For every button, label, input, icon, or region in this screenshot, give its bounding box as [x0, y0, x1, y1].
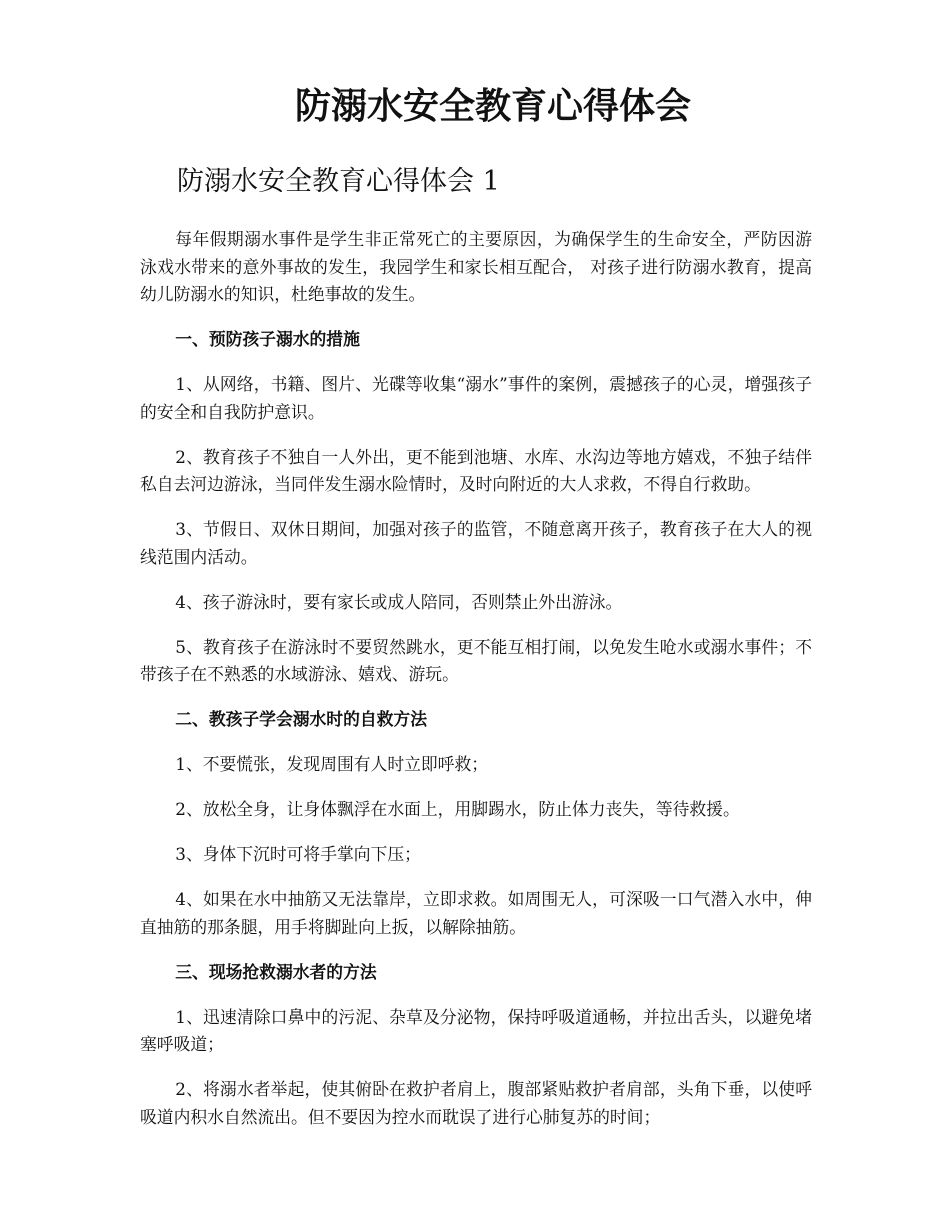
- section-heading: 三、现场抢救溺水者的方法: [175, 961, 377, 982]
- section-heading: 二、教孩子学会溺水时的自救方法: [175, 709, 427, 729]
- paragraph: 1、从网络，书籍、图片、光碟等收集“溺水”事件的案例，震撼孩子的心灵，增强孩子的安全和自我防护意识。: [140, 374, 812, 422]
- paragraph: 3、身体下沉时可将手掌向下压；: [175, 844, 421, 864]
- document-title: 防溺水安全教育心得体会: [294, 85, 691, 127]
- paragraph: 4、孩子游泳时，要有家长或成人陪同，否则禁止外出游泳。: [175, 591, 623, 612]
- paragraph: 2、教育孩子不独自一人外出，更不能到池塘、水库、水沟边等地方嬉戏，不独子结伴私自去河边游泳，当同伴发生溺水险情时，及时向附近的大人求救，不得自行救助。: [140, 446, 812, 494]
- paragraph: 4、如果在水中抽筋又无法靠岸，立即求救。如周围无人，可深吸一口气潜入水中，伸直抽筋的那条腿，用手将脚趾向上扳，以解除抽筋。: [140, 889, 812, 937]
- paragraph: 1、迅速清除口鼻中的污泥、杂草及分泌物，保持呼吸道通畅，并拉出舌头，以避免堵塞呼吸道；: [140, 1006, 812, 1054]
- intro-paragraph: 每年假期溺水事件是学生非正常死亡的主要原因，为确保学生的生命安全，严防因游泳戏水带来的意外事故的发生，我园学生和家长相互配合， 对孩子进行防溺水教育，提高幼儿防溺水的知识，杜绝事故的发生。: [140, 229, 812, 304]
- paragraph: 2、放松全身，让身体飘浮在水面上，用脚踢水，防止体力丧失，等待救援。: [175, 799, 740, 819]
- paragraph: 1、不要慌张，发现周围有人时立即呼救；: [175, 754, 489, 774]
- paragraph: 3、节假日、双休日期间，加强对孩子的监管，不随意离开孩子，教育孩子在大人的视线范围内活动。: [140, 519, 812, 567]
- paragraph: 2、将溺水者举起，使其俯卧在救护者肩上，腹部紧贴救护者肩部，头角下垂，以使呼吸道内积水自然流出。但不要因为控水而耽误了进行心肺复苏的时间；: [140, 1079, 812, 1127]
- document-body: [140, 226, 812, 1131]
- section-title: 防溺水安全教育心得体会 1: [177, 166, 500, 197]
- paragraph: 5、教育孩子在游泳时不要贸然跳水，更不能互相打闹，以免发生呛水或溺水事件；不带孩子在不熟悉的水域游泳、嬉戏、游玩。: [140, 636, 812, 684]
- section-heading: 一、预防孩子溺水的措施: [175, 329, 360, 349]
